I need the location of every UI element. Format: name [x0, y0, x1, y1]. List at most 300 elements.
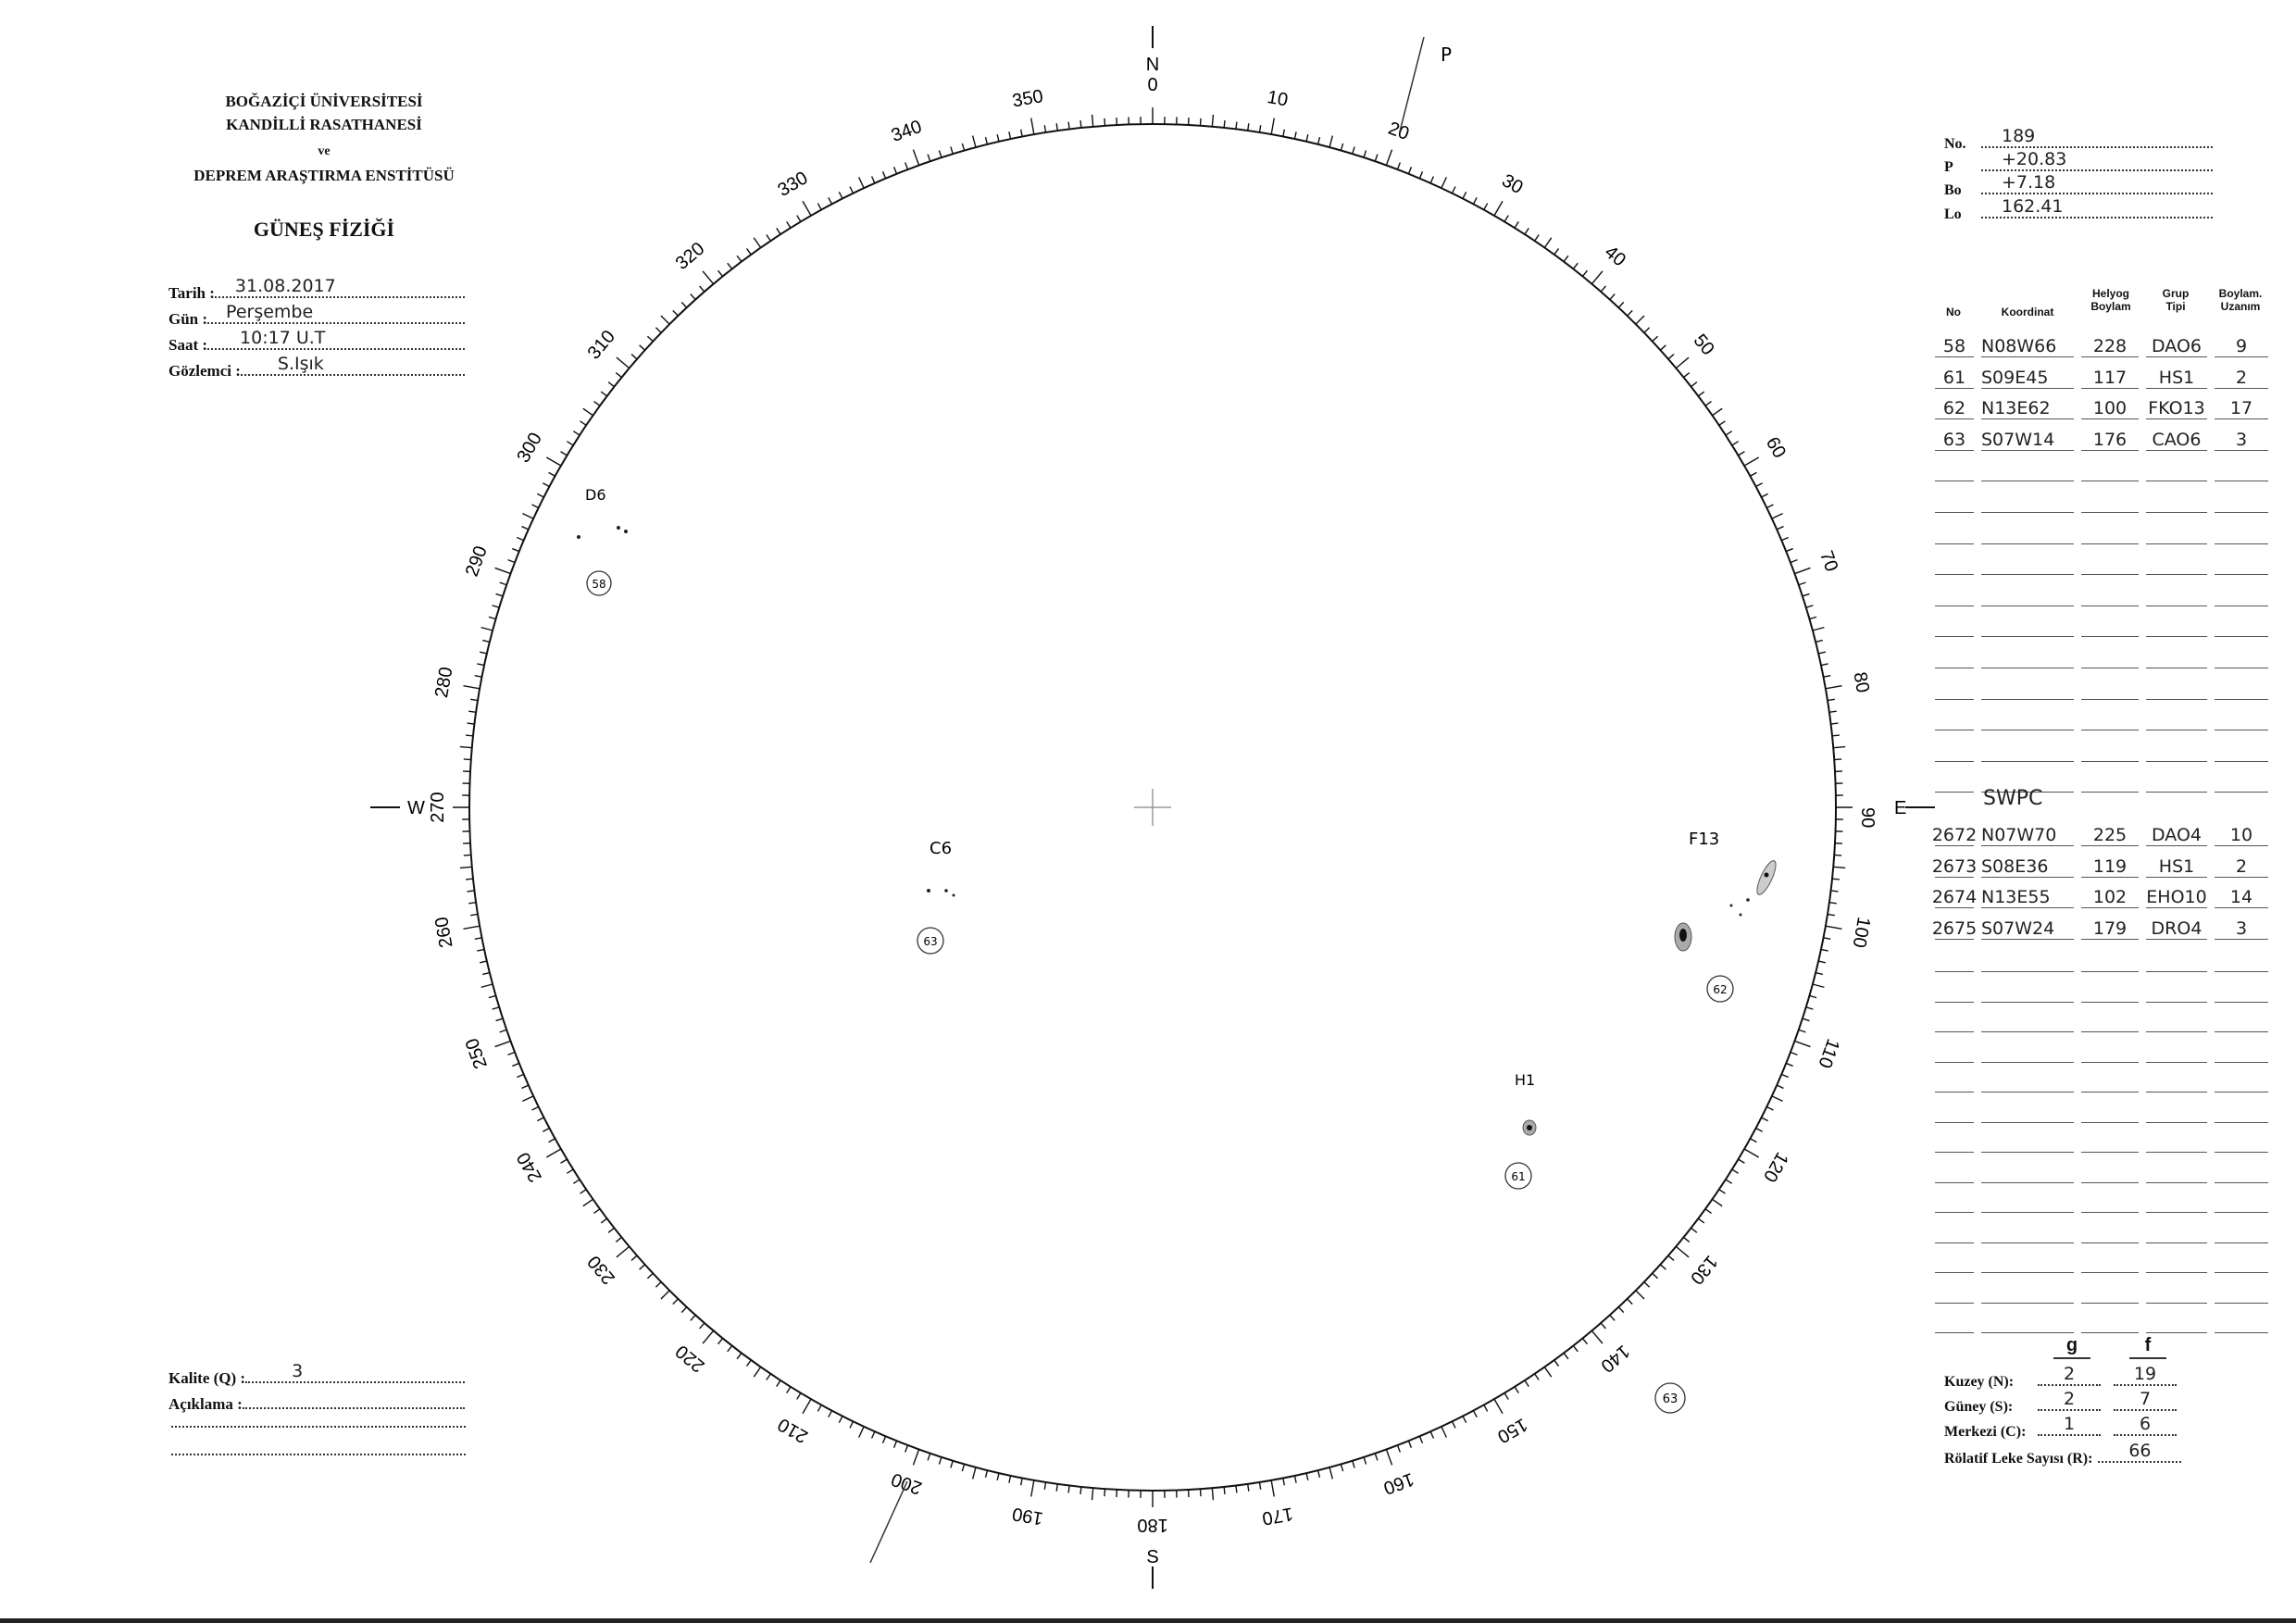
table-cell-no: 63: [1935, 419, 1974, 451]
degree-tick: [905, 163, 908, 169]
degree-tick: [817, 204, 821, 210]
time-value: 10:17 U.T: [240, 328, 326, 348]
degree-tick: [1306, 1473, 1308, 1480]
degree-tick: [481, 628, 493, 630]
table-cell-no: 61: [1935, 357, 1974, 389]
east-label: E: [1894, 798, 1907, 818]
degree-tick: [468, 903, 476, 904]
sunspot-dot: [953, 894, 955, 897]
degree-tick: [1544, 238, 1551, 248]
degree-tick: [661, 316, 669, 324]
degree-tick: [928, 155, 930, 162]
degree-tick: [496, 1018, 504, 1020]
degree-tick: [1473, 197, 1477, 204]
time-label: Saat :: [168, 336, 208, 354]
sunspot-id: 62: [1713, 983, 1728, 996]
degree-tick: [1618, 1307, 1623, 1313]
degree-tick: [1441, 1427, 1446, 1438]
degree-tick: [1821, 664, 1828, 666]
sunspot-dot: [927, 889, 930, 893]
degree-tick: [1660, 1265, 1666, 1269]
degree-label: 160: [1380, 1468, 1417, 1499]
sunspot-group-62: [1675, 830, 1779, 1002]
degree-tick: [986, 137, 988, 144]
degree-tick: [1375, 1454, 1378, 1461]
degree-tick: [1834, 759, 1841, 760]
degree-tick: [1732, 1169, 1739, 1173]
degree-tick: [1224, 120, 1225, 128]
degree-tick: [718, 1339, 723, 1344]
date-value: 31.08.2017: [234, 276, 336, 296]
degree-tick: [1660, 345, 1666, 350]
degree-tick: [1236, 122, 1237, 130]
observer-value: S.Işık: [277, 354, 324, 374]
table-cell-type: DAO4: [2146, 815, 2207, 846]
sunspot-group-61: [1505, 1071, 1536, 1189]
degree-tick: [1364, 1457, 1366, 1465]
degree-tick: [573, 1180, 580, 1183]
degree-tick: [1829, 711, 1837, 712]
degree-tick: [1809, 995, 1816, 997]
degree-tick: [1684, 1237, 1690, 1242]
table-cell-type: EHO10: [2146, 877, 2207, 908]
institution-institute: DEPREM ARAŞTIRMA ENSTİTÜSÜ: [193, 167, 455, 184]
degree-tick: [872, 176, 875, 182]
g-header: g: [2065, 1335, 2078, 1355]
degree-label: 140: [1596, 1341, 1634, 1377]
degree-tick: [1803, 1018, 1810, 1020]
degree-tick: [640, 1265, 645, 1269]
sunspot-id: 61: [1511, 1170, 1526, 1183]
degree-tick: [1294, 131, 1296, 139]
degree-tick: [1809, 617, 1816, 618]
degree-tick: [913, 150, 918, 166]
degree-tick: [1781, 1074, 1788, 1077]
table-cell-coord: S07W14: [1981, 419, 2074, 451]
degree-tick: [1832, 735, 1840, 736]
page-bottom-border: [0, 1618, 2296, 1623]
degree-label: 350: [1010, 86, 1045, 112]
degree-label: 300: [513, 429, 546, 467]
degree-tick: [1329, 1467, 1332, 1479]
degree-label: 80: [1849, 670, 1873, 694]
degree-tick: [508, 560, 515, 563]
degree-tick: [747, 1360, 752, 1366]
degree-tick: [1582, 270, 1587, 276]
degree-tick: [601, 392, 606, 396]
degree-tick: [737, 1353, 742, 1358]
table-cell-type: FKO13: [2146, 388, 2207, 419]
degree-tick: [747, 248, 752, 254]
col-header-extent-2: Uzanım: [2220, 300, 2261, 313]
degree-tick: [1818, 961, 1826, 963]
institution-name: BOĞAZİÇİ ÜNİVERSİTESİ: [225, 93, 423, 110]
degree-tick: [986, 1470, 988, 1478]
degree-tick: [464, 759, 471, 760]
degree-tick: [1386, 150, 1391, 166]
table-cell-coord: S09E45: [1981, 357, 2074, 389]
degree-tick: [549, 472, 555, 476]
degree-tick: [537, 493, 543, 497]
param-label: No.: [1944, 136, 1966, 152]
degree-tick: [522, 514, 533, 518]
table-cell-coord: N13E62: [1981, 388, 2074, 419]
degree-tick: [655, 1282, 661, 1288]
table-cell-coord: S07W24: [1981, 908, 2074, 940]
table-cell-lon: 117: [2081, 357, 2139, 389]
degree-tick: [468, 711, 476, 712]
degree-tick: [1772, 514, 1783, 518]
degree-tick: [1719, 421, 1726, 425]
degree-tick: [1833, 747, 1845, 748]
degree-tick: [482, 973, 490, 975]
degree-tick: [905, 1445, 908, 1452]
degree-tick: [495, 1041, 511, 1046]
degree-tick: [1092, 1488, 1093, 1500]
degree-tick: [1750, 472, 1756, 476]
degree-tick: [1430, 176, 1433, 182]
degree-tick: [1739, 452, 1745, 456]
degree-tick: [583, 1199, 593, 1205]
degree-tick: [477, 664, 484, 666]
degree-tick: [640, 345, 645, 350]
degree-tick: [913, 1449, 918, 1465]
sunspot-umbra: [1527, 1125, 1532, 1130]
degree-tick: [728, 263, 732, 268]
degree-tick: [681, 1307, 686, 1313]
degree-tick: [655, 328, 661, 333]
degree-tick: [1473, 1411, 1477, 1417]
degree-label: 150: [1493, 1414, 1531, 1447]
degree-tick: [703, 271, 714, 284]
sunspot-dot: [617, 526, 620, 530]
degree-tick: [1744, 457, 1759, 466]
sunspot-dot: [624, 530, 628, 533]
degree-tick: [1463, 1417, 1466, 1423]
degree-tick: [1653, 336, 1658, 341]
department-title: GÜNEŞ FİZİĞİ: [253, 218, 395, 241]
degree-tick: [1756, 1128, 1763, 1131]
degree-tick: [1591, 1330, 1603, 1343]
degree-tick: [1653, 1273, 1658, 1278]
degree-tick: [1375, 155, 1378, 162]
sunspot-dot: [1746, 898, 1750, 902]
degree-tick: [1283, 130, 1285, 137]
degree-tick: [754, 1367, 760, 1378]
degree-tick: [489, 995, 496, 997]
col-header-group-1: Grup: [2162, 287, 2190, 300]
degree-tick: [1318, 137, 1320, 144]
degree-tick: [1791, 560, 1797, 563]
degree-tick: [1762, 1117, 1768, 1121]
institution-and: ve: [318, 144, 331, 158]
table-cell-lon: 228: [2081, 326, 2139, 357]
degree-tick: [1453, 1421, 1456, 1428]
table-cell-no: 2672: [1935, 815, 1974, 846]
param-value: 162.41: [2002, 196, 2064, 217]
degree-tick: [1554, 1360, 1559, 1366]
degree-tick: [546, 457, 561, 466]
degree-tick: [1525, 228, 1529, 234]
degree-label: 260: [431, 915, 457, 950]
degree-tick: [894, 167, 897, 173]
degree-tick: [1031, 118, 1034, 134]
degree-tick: [1823, 676, 1830, 678]
center-f: 6: [2139, 1414, 2152, 1434]
degree-tick: [1705, 402, 1711, 406]
table-cell-coord: N08W66: [1981, 326, 2074, 357]
degree-tick: [512, 549, 518, 552]
degree-tick: [787, 221, 791, 228]
degree-tick: [1329, 136, 1332, 148]
center-g: 1: [2063, 1414, 2076, 1434]
sunspot-dot: [1740, 914, 1742, 917]
degree-tick: [1816, 973, 1823, 975]
degree-label: 230: [583, 1251, 619, 1289]
table-cell-type: DAO6: [2146, 326, 2207, 357]
degree-tick: [872, 1431, 875, 1438]
degree-tick: [496, 593, 504, 595]
degree-tick: [489, 617, 496, 618]
table-cell-ext: 3: [2215, 908, 2268, 940]
table-cell-lon: 100: [2081, 388, 2139, 419]
date-label: Tarih :: [168, 284, 215, 302]
degree-tick: [883, 1436, 886, 1442]
degree-tick: [839, 192, 842, 198]
degree-tick: [1794, 568, 1810, 573]
table-cell-lon: 119: [2081, 846, 2139, 878]
p-axis-bottom: [870, 1481, 907, 1563]
degree-tick: [681, 302, 686, 307]
degree-label: 20: [1385, 118, 1412, 145]
degree-tick: [517, 538, 523, 541]
degree-tick: [1044, 1482, 1045, 1490]
degree-tick: [1056, 123, 1057, 131]
degree-tick: [617, 1246, 630, 1257]
degree-tick: [1212, 1488, 1213, 1500]
degree-tick: [803, 1399, 811, 1414]
degree-tick: [1826, 686, 1842, 689]
table-cell-no: 2673: [1935, 846, 1974, 878]
quality-label: Kalite (Q) :: [168, 1369, 246, 1387]
degree-tick: [1212, 115, 1213, 127]
degree-tick: [1259, 125, 1260, 132]
degree-tick: [1200, 119, 1201, 126]
degree-tick: [463, 926, 480, 929]
degree-tick: [859, 177, 864, 188]
degree-tick: [1364, 151, 1366, 158]
degree-tick: [1419, 1436, 1422, 1442]
sunspot-dot: [577, 535, 580, 539]
degree-tick: [1726, 1180, 1732, 1183]
param-label: Lo: [1944, 206, 1962, 222]
degree-tick: [1786, 549, 1792, 552]
degree-tick: [1610, 1315, 1615, 1320]
degree-tick: [521, 527, 528, 530]
degree-tick: [477, 949, 484, 951]
degree-tick: [481, 984, 493, 987]
degree-tick: [1582, 1339, 1587, 1344]
degree-tick: [1726, 431, 1732, 435]
degree-tick: [1781, 538, 1788, 541]
degree-tick: [1353, 147, 1354, 155]
sunspot-class-label: H1: [1515, 1071, 1536, 1089]
degree-tick: [1504, 1393, 1508, 1400]
sunspot-dot: [1730, 905, 1733, 907]
sunspot-id: 63: [1662, 1392, 1678, 1406]
degree-tick: [1092, 115, 1093, 127]
degree-tick: [580, 421, 587, 425]
degree-tick: [460, 867, 472, 868]
degree-tick: [673, 1299, 679, 1305]
degree-tick: [728, 1346, 732, 1352]
param-label: Bo: [1944, 182, 1962, 198]
degree-tick: [1826, 926, 1842, 929]
degree-tick: [700, 1323, 705, 1329]
degree-tick: [512, 1063, 518, 1066]
swpc-label: SWPC: [1983, 787, 2043, 810]
degree-tick: [1306, 134, 1308, 142]
degree-tick: [1535, 235, 1539, 242]
degree-tick: [1636, 1291, 1644, 1299]
degree-label: 40: [1600, 242, 1630, 271]
degree-tick: [1294, 1476, 1296, 1483]
degree-tick: [1068, 1485, 1069, 1492]
degree-tick: [1828, 699, 1835, 700]
degree-tick: [797, 216, 801, 222]
degree-tick: [1515, 221, 1518, 228]
degree-tick: [616, 1237, 621, 1242]
degree-tick: [1248, 123, 1249, 131]
table-cell-type: CAO6: [2146, 419, 2207, 451]
degree-tick: [803, 201, 811, 216]
degree-tick: [1830, 891, 1838, 892]
degree-tick: [1823, 938, 1830, 940]
degree-tick: [787, 1387, 791, 1393]
degree-tick: [1544, 1367, 1551, 1378]
degree-tick: [1044, 125, 1045, 132]
degree-tick: [1828, 914, 1835, 915]
north-degree: 0: [1147, 75, 1158, 95]
degree-tick: [1636, 316, 1644, 324]
degree-label: 250: [461, 1035, 492, 1072]
table-cell-ext: 17: [2215, 388, 2268, 419]
degree-tick: [1705, 1209, 1711, 1214]
degree-label: 100: [1848, 915, 1874, 950]
degree-tick: [839, 1417, 842, 1423]
degree-tick: [703, 1330, 714, 1343]
degree-tick: [468, 891, 475, 892]
degree-tick: [997, 134, 999, 142]
degree-tick: [1463, 192, 1466, 198]
degree-tick: [1080, 1487, 1081, 1494]
degree-label: 280: [431, 665, 457, 700]
table-cell-no: 2675: [1935, 908, 1974, 940]
degree-tick: [1628, 1299, 1633, 1305]
degree-tick: [1803, 593, 1810, 595]
degree-tick: [1009, 131, 1011, 139]
degree-tick: [1271, 118, 1274, 134]
degree-tick: [608, 382, 614, 387]
degree-tick: [1818, 652, 1826, 654]
degree-tick: [691, 294, 695, 300]
degree-tick: [1691, 382, 1697, 387]
degree-tick: [1573, 263, 1578, 268]
degree-tick: [1668, 355, 1674, 359]
note-label: Açıklama :: [168, 1395, 243, 1413]
degree-tick: [522, 1096, 533, 1101]
degree-tick: [1259, 1482, 1260, 1490]
degree-tick: [1684, 373, 1690, 378]
degree-tick: [1756, 483, 1763, 487]
west-label: W: [407, 798, 425, 818]
north-label: N: [1145, 55, 1160, 75]
sunspot-class-label: C6: [930, 839, 953, 858]
table-cell-type: HS1: [2146, 357, 2207, 389]
degree-tick: [616, 373, 621, 378]
degree-tick: [962, 144, 964, 151]
degree-tick: [1271, 1480, 1274, 1497]
degree-tick: [1554, 248, 1559, 254]
degree-tick: [1813, 984, 1825, 987]
degree-label: 290: [461, 543, 492, 580]
degree-tick: [1750, 1139, 1756, 1142]
sunspot-group-58: [577, 486, 628, 595]
degree-tick: [521, 1085, 528, 1088]
degree-tick: [1080, 120, 1081, 128]
degree-tick: [475, 938, 482, 940]
degree-tick: [797, 1393, 801, 1400]
day-value: Perşembe: [226, 302, 314, 322]
degree-tick: [1031, 1480, 1034, 1497]
degree-tick: [962, 1464, 964, 1471]
north-label: Kuzey (N):: [1944, 1374, 2015, 1390]
degree-tick: [691, 1315, 695, 1320]
degree-label: 130: [1686, 1251, 1722, 1289]
degree-tick: [1283, 1478, 1285, 1485]
degree-tick: [1601, 1323, 1605, 1329]
degree-label: 30: [1498, 170, 1527, 199]
west-degree: 270: [428, 792, 448, 823]
degree-tick: [1732, 442, 1739, 445]
table-cell-no: 62: [1935, 388, 1974, 419]
degree-tick: [546, 1149, 561, 1157]
degree-label: 50: [1689, 330, 1718, 360]
degree-tick: [470, 699, 478, 700]
degree-tick: [647, 1273, 653, 1278]
param-value: +7.18: [2002, 172, 2056, 193]
south-label: S: [1146, 1547, 1159, 1567]
degree-tick: [1791, 1052, 1797, 1055]
south-f: 7: [2139, 1389, 2152, 1409]
table-cell-ext: 10: [2215, 815, 2268, 846]
south-degree: 180: [1137, 1515, 1168, 1535]
degree-label: 340: [888, 116, 925, 146]
degree-tick: [1794, 1041, 1810, 1046]
degree-tick: [1601, 286, 1605, 292]
degree-tick: [1397, 163, 1400, 169]
degree-tick: [647, 336, 653, 341]
degree-tick: [470, 914, 478, 915]
degree-tick: [1453, 186, 1456, 193]
day-label: Gün :: [168, 310, 208, 328]
degree-tick: [1104, 1489, 1105, 1496]
east-degree: 90: [1857, 807, 1878, 829]
degree-tick: [1068, 122, 1069, 130]
degree-tick: [631, 355, 637, 359]
degree-tick: [1353, 1461, 1354, 1468]
degree-tick: [1816, 641, 1823, 643]
